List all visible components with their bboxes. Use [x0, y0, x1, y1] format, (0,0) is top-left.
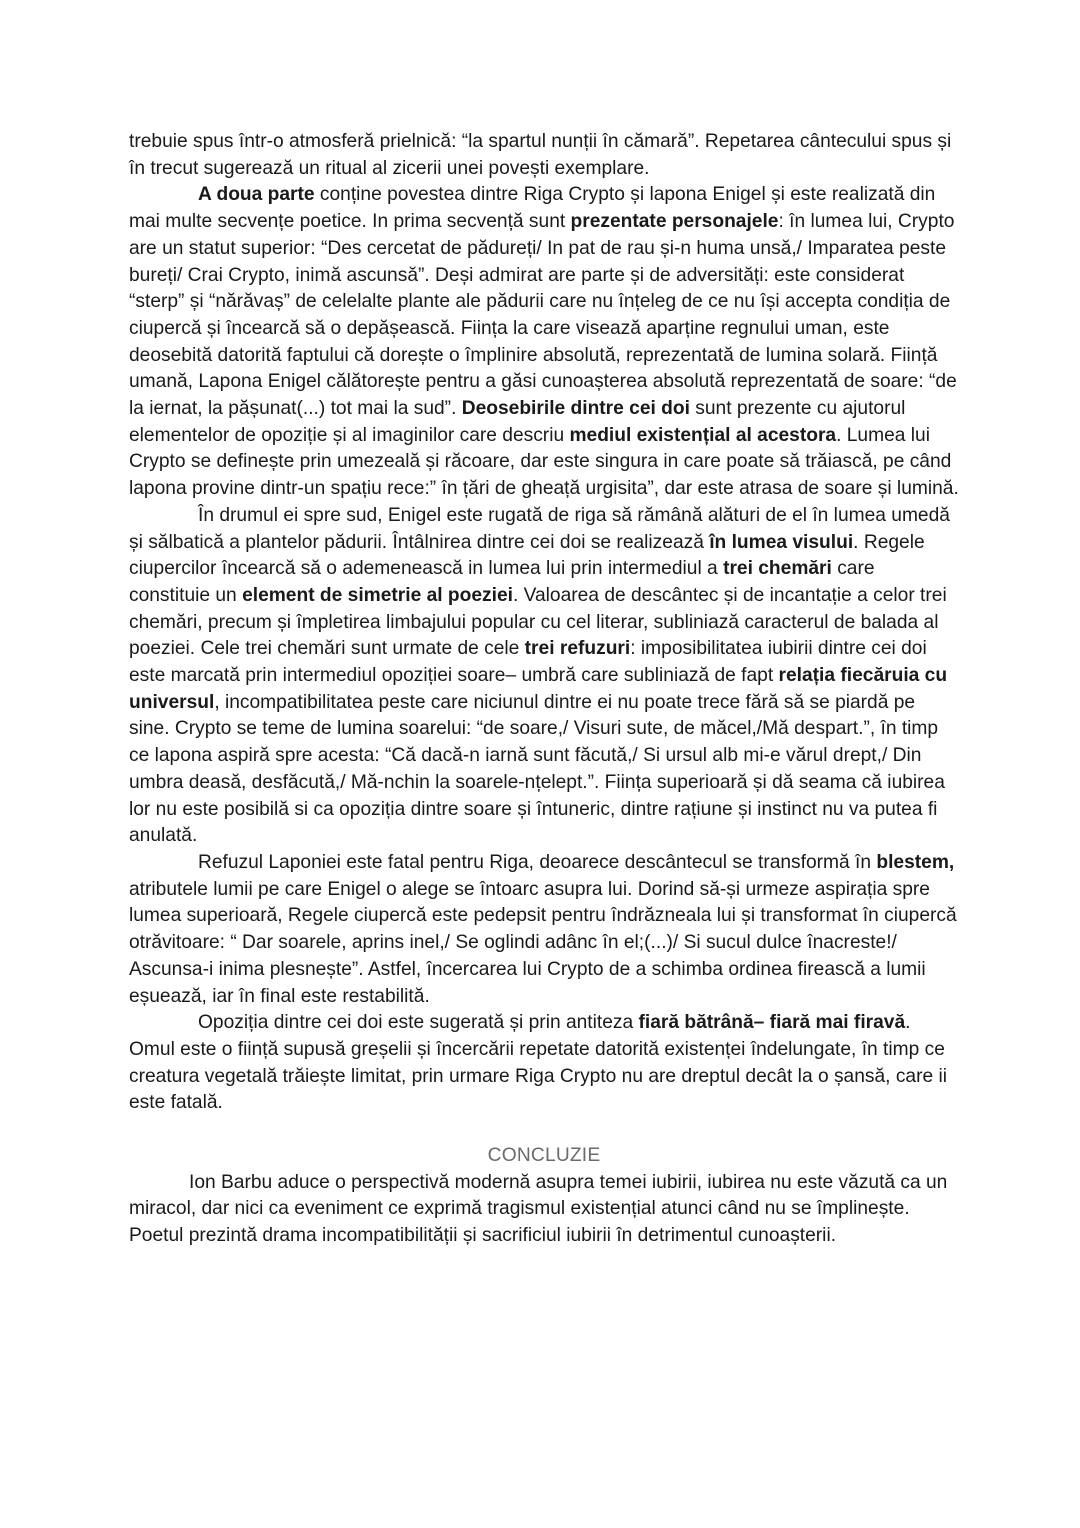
- text-run: . Omul este o ființă supusă greșelii și încercării repetate datorită existenței îndelungate, în timp ce creatura vegetală trăiește limitat, prin urmare Riga Crypto nu are dreptul decât la o șansă, care ii este fatală.: [129, 1012, 947, 1114]
- paragraph-p5: [129, 1010, 959, 1117]
- bold-phrase: element de simetrie al poeziei: [242, 584, 513, 606]
- text-run: care constituie un: [129, 558, 875, 606]
- text-run: Opoziția dintre cei doi este sugerată și prin antiteza: [198, 1012, 639, 1034]
- bold-phrase: fiară bătrână– fiară mai firavă: [638, 1012, 906, 1034]
- text-run: . Lumea lui Crypto se definește prin umezeală și răcoare, dar este singura in care poate să trăiască, pe când lapona provine dintr-un spațiu rece:” în țări de gheață urgisita”, dar este atrasa de soare și lumină.: [129, 424, 959, 500]
- document-page: [129, 129, 959, 1250]
- paragraph-p3: [129, 503, 959, 850]
- text-run: , incompatibilitatea peste care niciunul dintre ei nu poate trece fără să se piardă pe sine. Crypto se teme de lumina soarelui: “de soare,/ Visuri sute, de măcel,/Mă despart.”, în timp ce lapona aspiră spre acesta: “Că dacă-n iarnă sunt făcută,/ Si ursul alb mi-e vărul drept,/ Din umbra deasă, desfăcută,/ Mă-nchin la soarele-nțelept.”. Ființa superioară și dă seama că iubirea lor nu este posibilă si ca opoziția dintre soare și întuneric, dintre rațiune și instinct nu va putea fi anulată.: [129, 691, 945, 847]
- text-run: : imposibilitatea iubirii dintre cei doi este marcată prin intermediul opoziției soare– umbră care subliniază de fapt: [129, 638, 927, 687]
- bold-phrase: trei chemări: [723, 558, 832, 580]
- bold-phrase: relația fiecăruia cu universul: [129, 665, 948, 713]
- section-heading: CONCLUZIE: [487, 1145, 601, 1167]
- text-run: conține povestea dintre Riga Crypto și lapona Enigel și este realizată din mai multe secvențe poetice. In prima secvență sunt: [129, 184, 936, 233]
- bold-phrase: prezentate personajele: [570, 211, 779, 233]
- text-run: . Regele ciupercilor încearcă să o ademenească in lumea lui prin intermediul a: [129, 531, 925, 580]
- text-run: În drumul ei spre sud, Enigel este rugată de riga să rămână alături de el în lumea umedă și sălbatică a plantelor pădurii. Întâlnirea dintre cei doi se realizează: [129, 504, 950, 553]
- text-run: trebuie spus într-o atmosferă prielnică: “la spartul nunții în cămară”. Repetarea cântecului spus și în trecut sugerează un ritual al zicerii unei povești exemplare.: [129, 131, 952, 179]
- paragraph-p2: [129, 182, 959, 502]
- bold-phrase: blestem,: [876, 851, 955, 873]
- bold-phrase: Deosebirile dintre cei doi: [461, 398, 690, 420]
- paragraph-p4: [129, 850, 959, 1010]
- body-text: [129, 129, 959, 1117]
- text-run: : în lumea lui, Crypto are un statut superior: “Des cercetat de pădureți/ In pat de rau și-n huma unsă,/ Imparatea peste bureți/ Crai Crypto, inimă ascunsă”. Deși admirat are parte și de adversități: este considerat “sterp” și “nărăvaș” de celelalte plante ale pădurii care nu înțeleg de ce nu își accepta condiția de ciupercă și încearcă să o depășească. Ființa la care visează aparține regnului uman, este deosebită datorită faptului că dorește o împlinire absolută, reprezentată de lumina solară. Ființă umană, Lapona Enigel călătorește pentru a găsi cunoașterea absolută reprezentată de soare: “de la iernat, la pășunat(...) tot mai la sud”.: [129, 211, 957, 420]
- text-run: Refuzul Laponiei este fatal pentru Riga, deoarece descântecul se transformă în: [198, 851, 877, 873]
- text-run: atributele lumii pe care Enigel o alege se întoarc asupra lui. Dorind să-și urmeze aspirația spre lumea superioară, Regele ciupercă este pedepsit pentru îndrăzneala lui și transformat în ciupercă otrăvitoare: “ Dar soarele, aprins inel,/ Se oglindi adânc în el;(...)/ Si sucul dulce înacreste!/ Ascunsa-i inima plesnește”. Astfel, încercarea lui Crypto de a schimba ordinea firească a lumii eșuează, iar în final este restabilită.: [129, 878, 957, 1007]
- bold-phrase: în lumea visului: [709, 531, 854, 553]
- text-run: sunt prezente cu ajutorul elementelor de opoziție și al imaginilor care descriu: [129, 398, 906, 446]
- conclusion-paragraph: Ion Barbu aduce o perspectivă modernă asupra temei iubirii, iubirea nu este văzută ca un miracol, dar nici ca eveniment ce exprimă tragismul existențial atunci când nu se împlinește. Poetul prezintă drama incompatibilității și sacrificiul iubirii în detrimentul cunoașterii.: [129, 1171, 948, 1247]
- paragraph-p1: [129, 129, 959, 182]
- bold-phrase: A doua parte: [198, 184, 315, 206]
- bold-phrase: mediul existențial al acestora: [569, 424, 837, 446]
- bold-phrase: trei refuzuri: [524, 638, 631, 660]
- text-run: . Valoarea de descântec și de incantație a celor trei chemări, precum și împletirea limbajului popular cu cel literar, subliniază caracterul de balada al poeziei. Cele trei chemări sunt urmate de cele: [129, 584, 947, 660]
